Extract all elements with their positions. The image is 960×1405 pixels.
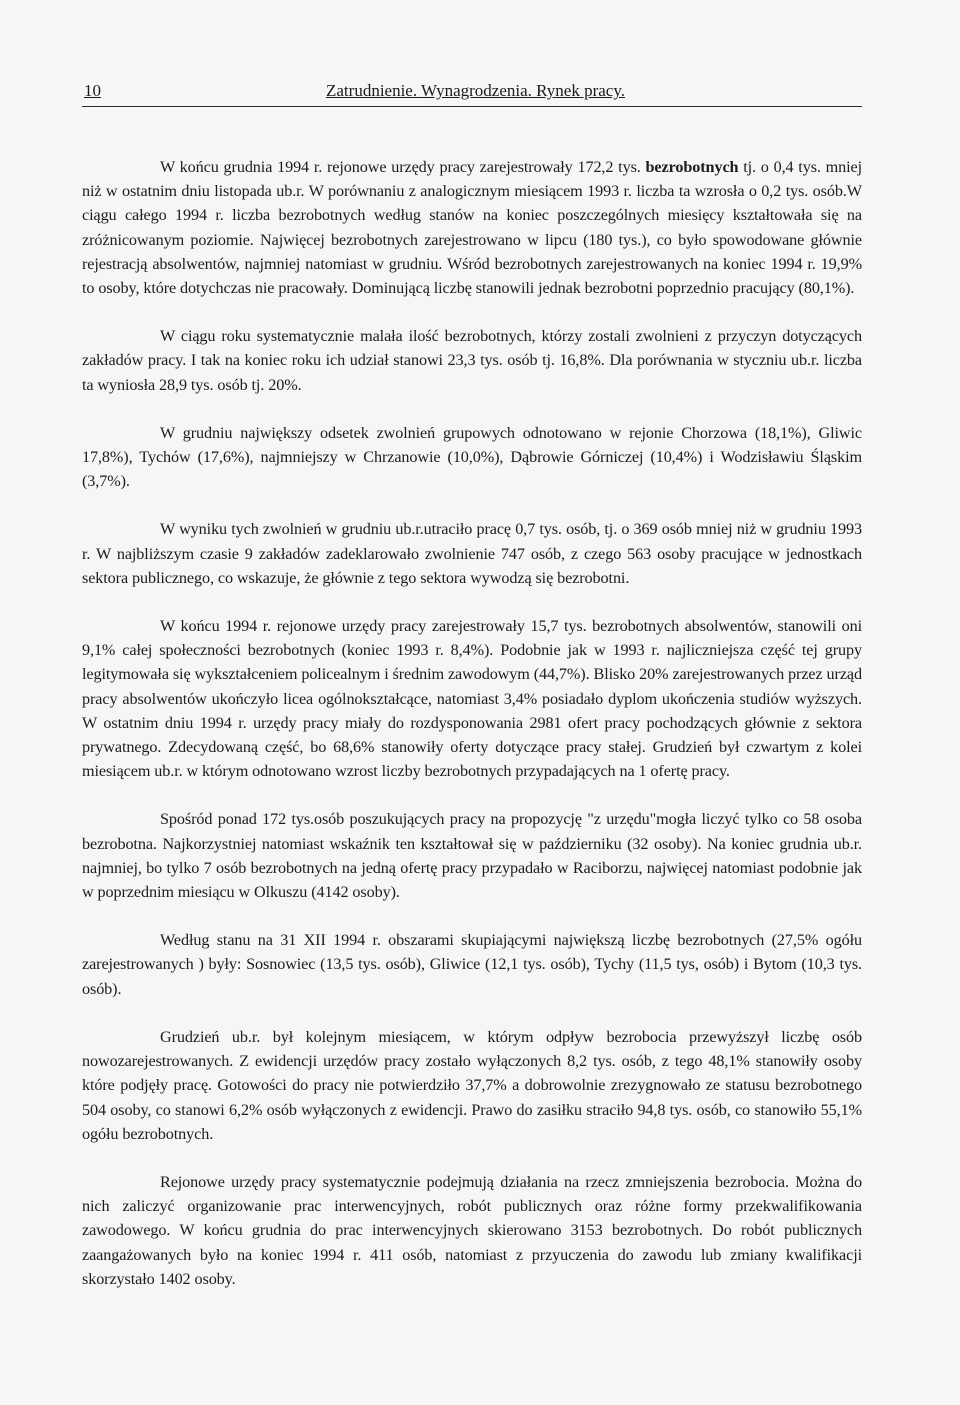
paragraph-text: tj. o 0,4 tys. mniej niż w ostatnim dniu listopada ub.r. W porównaniu z analogicznym miesiącem 1993 r. liczba ta wzrosła o 0,2 tys. osób.W ciągu całego 1994 r. liczba bezrobotnych według stanów na koniec poszczególnych miesięcy kształtowała się na zróżnicowanym poziomie. Najwięcej bezrobotnych zarejestrowano w lipcu (180 tys.), co było spowodowane głównie rejestracją absolwentów, najmniej natomiast w grudniu. Wśród bezrobotnych zarejestrowanych na koniec 1994 r. 19,9% to osoby, które dotychczas nie pracowały. Dominującą liczbę stanowili jednak bezrobotni poprzednio pracujący (80,1%).: [82, 158, 862, 298]
paragraph-regions: Według stanu na 31 XII 1994 r. obszarami skupiającymi największą liczbę bezrobotnych (27,5% ogółu zarejestrowanych ) były: Sosnowiec (13,5 tys. osób), Gliwice (12,1 tys. osób), Tychy (11,5 tys, osób) i Bytom (10,3 tys. osób).: [82, 931, 862, 998]
bold-term: bezrobotnych: [645, 158, 739, 176]
paragraph-outflow: Grudzień ub.r. był kolejnym miesiącem, w którym odpływ bezrobocia przewyższył liczbę osób nowozarejestrowanych. Z ewidencji urzędów pracy zostało wyłączonych 8,2 tys. osób, z tego 48,1% stanowiły osoby które podjęły pracę. Gotowości do pracy nie potwierdziło 37,7% a dobrowolnie zrezygnowało ze statusu bezrobotnego 504 osoby, co stanowi 6,2% osób wyłączonych z ewidencji. Prawo do zasiłku straciło 94,8 tys. osób, co stanowiło 55,1% ogółu bezrobotnych.: [82, 1027, 862, 1143]
paragraph-group-layoffs: W grudniu największy odsetek zwolnień grupowych odnotowano w rejonie Chorzowa (18,1%), Gliwic 17,8%), Tychów (17,6%), najmniejszy w Chrzanowie (10,0%), Dąbrowie Górniczej (10,4%) i Wodzisławiu Śląskim (3,7%).: [82, 423, 862, 491]
paragraph-job-offers: Spośród ponad 172 tys.osób poszukujących pracy na propozycję "z urzędu"mogła liczyć tylko co 58 osoba bezrobotna. Najkorzystniej natomiast wskaźnik ten kształtował się w październiku (32 osoby). Na koniec grudnia ub.r. najmniej, bo tylko 7 osób bezrobotnych na jedną ofertę pracy przypadało w Raciborzu, najwięcej natomiast podobnie jak w poprzednim miesiącu w Olkuszu (4142 osoby).: [82, 810, 862, 902]
paragraph-measures: Rejonowe urzędy pracy systematycznie podejmują działania na rzecz zmniejszenia bezrobocia. Można do nich zaliczyć organizowanie prac interwencyjnych, robót publicznych oraz różne formy przekwalifikowania zawodowego. W końcu grudnia do prac interwencyjnych skierowano 3153 bezrobotnych. Do robót publicznych zaangażowanych było na koniec 1994 r. 411 osób, natomiast z przyuczenia do zawodu lub zmiany kwalifikacji skorzystało 1402 osoby.: [82, 1172, 862, 1288]
paragraph-graduates: W końcu 1994 r. rejonowe urzędy pracy zarejestrowały 15,7 tys. bezrobotnych absolwentów, stanowili oni 9,1% całej społeczności bezrobotnych (koniec 1993 r. 8,4%). Podobnie jak w 1993 r. najliczniejsza część tej grupy legitymowała się wykształceniem policealnym i średnim zawodowym (44,7%). Blisko 20% zarejestrowanych przez urząd pracy absolwentów ukończyło licea ogólnokształcące, natomiast 3,4% posiadało dyplom ukończenia studiów wyższych. W ostatnim dniu 1994 r. urzędy pracy miały do rozdysponowania 2981 ofert pracy pochodzących głównie z sektora prywatnego. Zdecydowaną część, bo 68,6% stanowiły oferty dotyczące pracy stałej. Grudzień był czwartym z kolei miesiącem ub.r. w którym odnotowano wzrost liczby bezrobotnych przypadających na 1 ofertę pracy.: [82, 617, 862, 781]
paragraph-job-losses: W wyniku tych zwolnień w grudniu ub.r.utraciło pracę 0,7 tys. osób, tj. o 369 osób mniej niż w grudniu 1993 r. W najbliższym czasie 9 zakładów zadeklarowało zwolnienie 747 osób, z czego 563 osoby pracujące w jednostkach sektora publicznego, co wskazuje, że głównie z tego sektora wywodzą się bezrobotni.: [82, 520, 862, 587]
document-body: [82, 155, 862, 1291]
running-title: Zatrudnienie. Wynagrodzenia. Rynek pracy.: [326, 81, 625, 100]
paragraph-unemployment-total: [82, 155, 862, 300]
running-header: [82, 80, 862, 107]
paragraph-dismissals: W ciągu roku systematycznie malała ilość bezrobotnych, którzy zostali zwolnieni z przyczyn dotyczących zakładów pracy. I tak na koniec roku ich udział stanowi 23,3 tys. osób tj. 16,8%. Dla porównania w styczniu ub.r. liczba ta wyniosła 28,9 tys. osób tj. 20%.: [82, 327, 862, 394]
page-number: 10: [84, 81, 101, 100]
paragraph-text: W końcu grudnia 1994 r. rejonowe urzędy pracy zarejestrowały 172,2 tys.: [160, 158, 646, 176]
